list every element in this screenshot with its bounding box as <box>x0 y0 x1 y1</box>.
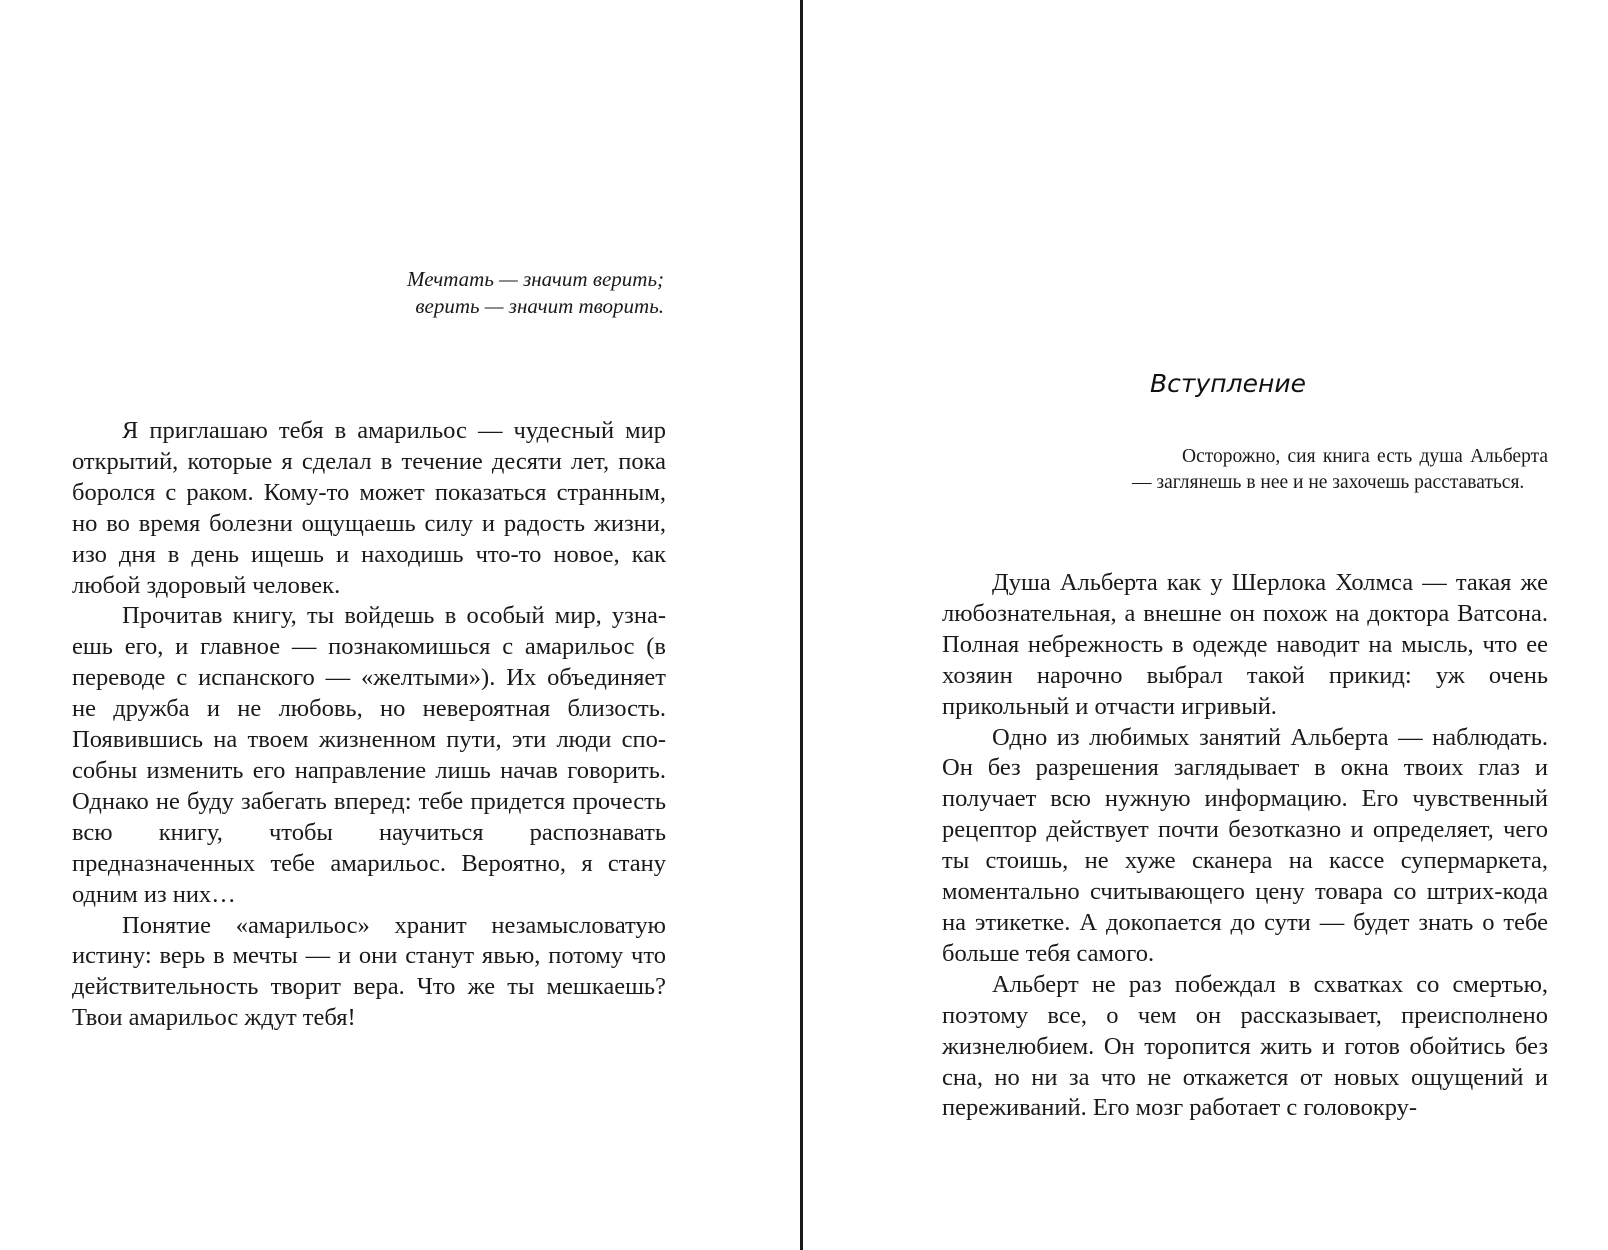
intro-quote <box>1132 444 1548 495</box>
left-body-text <box>72 416 666 1034</box>
paragraph: Альберт не раз побеждал в схватках со смертью, поэтому все, о чем он рассказывает, преисполнено жизнелюбием. Он торопится жить и готов обойтись без сна, но ни за что не откажется от новых ощущений и переживаний. Его мозг работает с головокру- <box>942 970 1548 1122</box>
epigraph-line: Мечтать — значит верить; <box>407 267 664 291</box>
paragraph: Понятие «амарильос» хранит незамысловатую истину: верь в мечты — и они станут явью, потому что действительность творит вера. Что же ты мешкаешь? Твои амарильос ждут тебя! <box>72 911 666 1032</box>
epigraph <box>72 266 664 320</box>
paragraph: Душа Альберта как у Шерлока Холмса — такая же любознательная, а внешне он похож на доктора Ватсона. Полная небрежность в одежде наводит на мысль, что ее хозяин нарочно выбрал такой прикид: уж очень прикольный и отчасти игривый. <box>942 569 1548 720</box>
paragraph: Прочитав книгу, ты войдешь в особый мир, узнаешь его, и главное — познакомишься с амарильос (в переводе с испанского — «желтыми»). Их объединяет не дружба и не любовь, но невероятная близость. Появившись на твоем жизненном пути, эти люди способны изменить его направление лишь начав говорить. Однако не буду забегать вперед: тебе придется прочесть всю книгу, чтобы научиться распознавать предназначенных тебе амарильос. Вероятно, я стану одним из них… <box>72 602 666 908</box>
intro-quote-text: Осторожно, сия книга есть душа Альберта — заглянешь в нее и не захочешь расставаться. <box>1132 446 1548 493</box>
paragraph: Одно из любимых занятий Альберта — наблюдать. Он без разрешения заглядывает в окна твоих глаз и получает всю нужную информацию. Его чувственный рецептор действует почти безотказно и определяет, чего ты стоишь, не хуже сканера на кассе супермаркета, моментально считывающего цену товара со штрих-кода на этикетке. А докопается до сути — будет знать о тебе больше тебя самого. <box>942 723 1548 967</box>
paragraph: Я приглашаю тебя в амарильос — чудесный мир открытий, которые я сделал в течение десяти лет, пока боролся с раком. Кому-то может показаться странным, но во время болезни ощущаешь силу и радость жизни, изо дня в день ищешь и находишь что-то новое, как любой здоровый человек. <box>72 417 666 599</box>
left-page <box>0 0 800 1250</box>
chapter-title: Вступление <box>1150 369 1306 398</box>
right-body-text <box>942 568 1548 1124</box>
epigraph-line: верить — значит творить. <box>415 294 664 318</box>
right-page <box>808 0 1608 1250</box>
book-spine-divider <box>800 0 803 1250</box>
